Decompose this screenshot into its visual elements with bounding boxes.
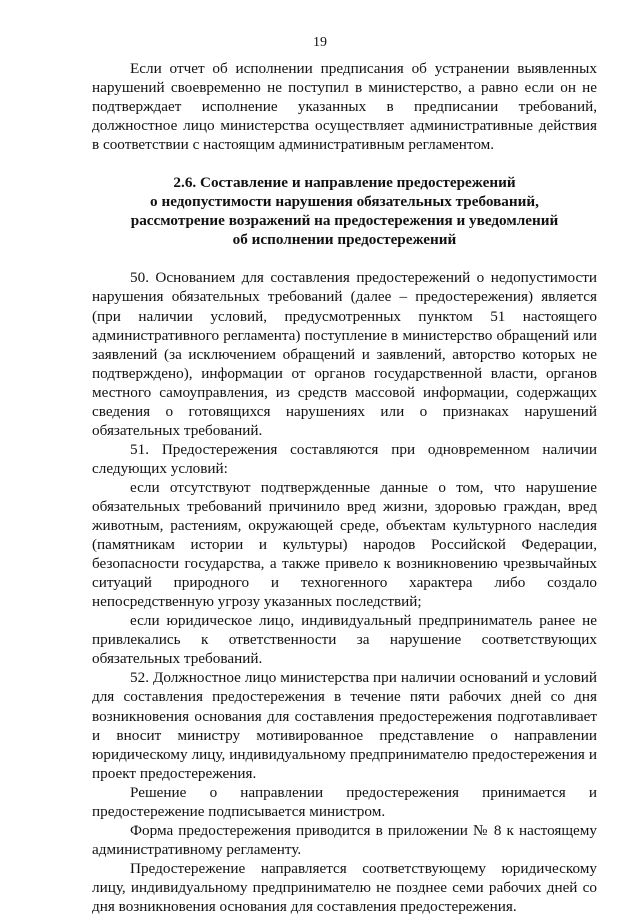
page-number: 19: [313, 35, 327, 50]
paragraph-51-condition-2: если юридическое лицо, индивидуальный предприниматель ранее не привлекались к ответственности за нарушение соответствующих обязательных требований.: [92, 612, 597, 668]
paragraph-52: 52. Должностное лицо министерства при наличии оснований и условий для составления предостережения в течение пяти рабочих дней со дня возникновения основания для составления предостережения подготавливает и вносит министру мотивированное представление о направлении юридическому лицу, индивидуальному предпринимателю предостережения и проект предостережения.: [92, 669, 597, 782]
paragraph-51-condition-1: если отсутствуют подтвержденные данные о том, что нарушение обязательных требований причинило вред жизни, здоровью граждан, вред животным, растениям, окружающей среде, объектам культурного наследия (памятникам истории и культуры) народов Российской Федерации, безопасности государства, а также привело к возникновению чрезвычайных ситуаций природного и техногенного характера либо создало непосредственную угрозу указанных последствий;: [92, 478, 597, 611]
paragraph-decision: Решение о направлении предостережения принимается и предостережение подписывается министром.: [92, 783, 597, 820]
section-title-line: об исполнении предостережений: [232, 231, 457, 249]
section-title-line: рассмотрение возражений на предостережения и уведомлений: [130, 212, 559, 230]
paragraph-sending: Предостережение направляется соответствующему юридическому лицу, индивидуальному предпринимателю не позднее семи рабочих дней со дня возникновения основания для составления предостережения.: [92, 859, 597, 915]
section-title-line: 2.6. Составление и направление предостережений: [173, 174, 516, 192]
section-title: [92, 173, 597, 249]
paragraph-51: 51. Предостережения составляются при одновременном наличии следующих условий:: [92, 440, 597, 477]
paragraph-form: Форма предостережения приводится в приложении № 8 к настоящему административному регламенту.: [92, 821, 597, 858]
paragraph-50: 50. Основанием для составления предостережений о недопустимости нарушения обязательных требований (далее – предостережения) является (при наличии условий, предусмотренных пунктом 51 настоящего административного регламента) поступление в министерство обращений или заявлений (за исключением обращений и заявлений, авторство которых не подтверждено), информации от органов государственной власти, органов местного самоуправления, из средств массовой информации, содержащих сведения о готовящихся нарушениях или о признаках нарушений обязательных требований.: [92, 269, 597, 439]
section-title-line: о недопустимости нарушения обязательных требований,: [150, 193, 539, 211]
document-body: [92, 59, 597, 916]
intro-paragraph: Если отчет об исполнении предписания об устранении выявленных нарушений своевременно не поступил в министерство, а равно если он не подтверждает исполнение указанных в предписании требований, должностное лицо министерства осуществляет административные действия в соответствии с настоящим административным регламентом.: [92, 60, 597, 154]
